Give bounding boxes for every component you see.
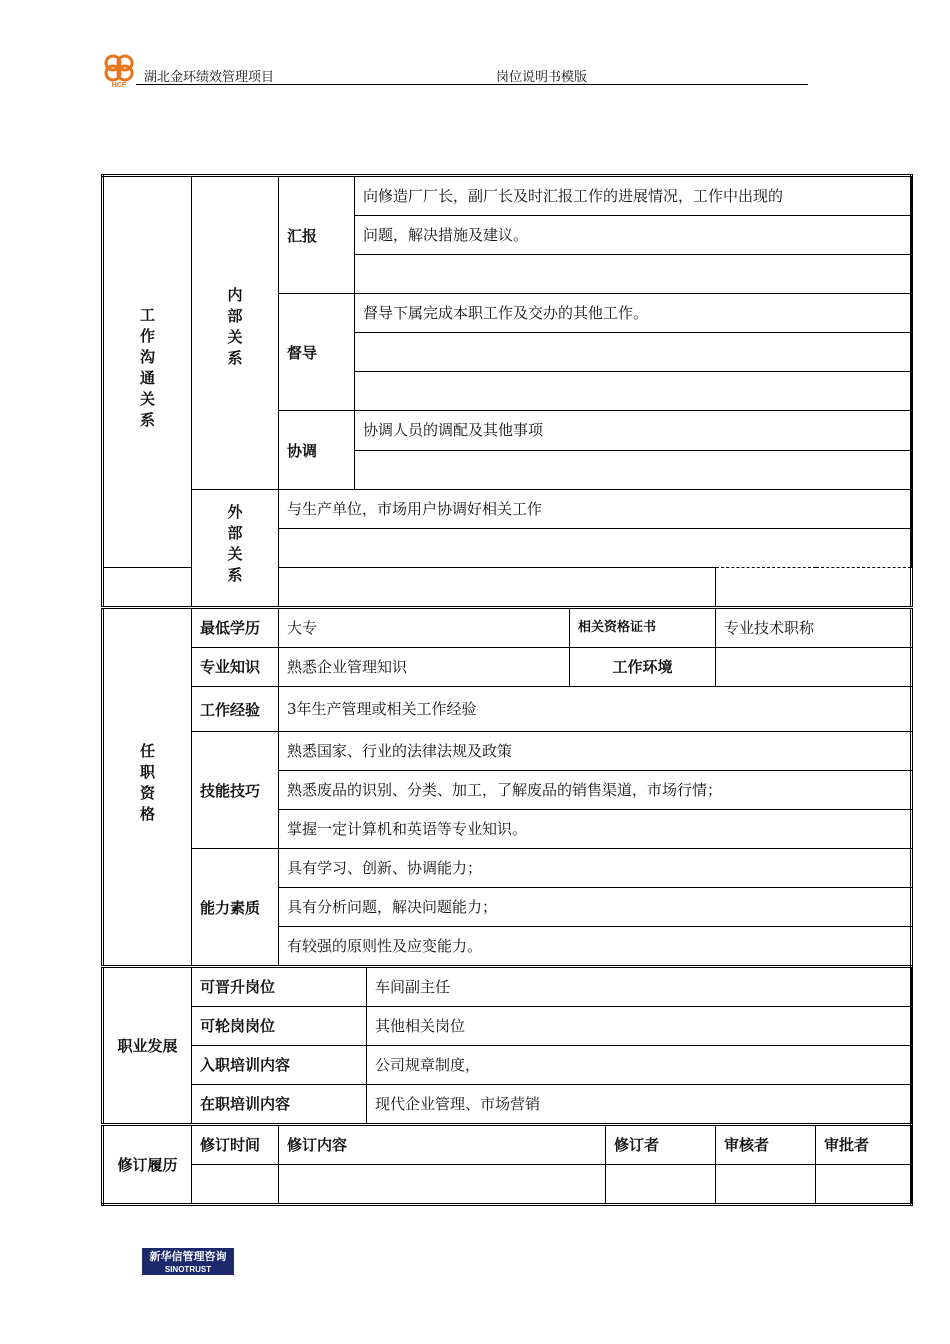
- revision-col-reviewer: 审核者: [716, 1125, 816, 1165]
- svg-text:新华信管理咨询: 新华信管理咨询: [149, 1250, 227, 1263]
- edu-value: 大专: [279, 608, 570, 648]
- skills-line-3: 掌握一定计算机和英语等专业知识。: [279, 810, 912, 849]
- report-line-2: 问题，解决措施及建议。: [355, 216, 912, 255]
- career-row-label: 入职培训内容: [192, 1046, 367, 1085]
- comm-section-label: 工作沟通关系: [103, 176, 192, 568]
- skills-line-1: 熟悉国家、行业的法律法规及政策: [279, 732, 912, 771]
- career-row-label: 在职培训内容: [192, 1085, 367, 1125]
- report-line-1: 向修造厂厂长，副厂长及时汇报工作的进展情况，工作中出现的: [355, 176, 912, 216]
- skills-line-2: 熟悉废品的识别、分类、加工，了解废品的销售渠道，市场行情；: [279, 771, 912, 810]
- supervise-label: 督导: [279, 294, 355, 411]
- skills-label: 技能技巧: [192, 732, 279, 849]
- sinotrust-logo: [142, 1248, 234, 1275]
- revision-cell[interactable]: [816, 1165, 912, 1205]
- career-row-value: 公司规章制度，: [367, 1046, 912, 1085]
- career-row-value: 车间副主任: [367, 967, 912, 1007]
- career-row-value: 现代企业管理、市场营销: [367, 1085, 912, 1125]
- header-rule: [136, 84, 808, 85]
- career-row-label: 可轮岗岗位: [192, 1007, 367, 1046]
- env-value: [716, 648, 912, 687]
- revision-col-time: 修订时间: [192, 1125, 279, 1165]
- external-relations-label: 外部关系: [192, 490, 279, 608]
- ability-line-1: 具有学习、创新、协调能力；: [279, 849, 912, 888]
- ability-line-3: 有较强的原则性及应变能力。: [279, 927, 912, 967]
- career-row-label: 可晋升岗位: [192, 967, 367, 1007]
- header-doc-title: 岗位说明书模版: [496, 70, 588, 85]
- coordinate-line-2: [355, 450, 912, 490]
- svg-text:HCF: HCF: [111, 82, 127, 88]
- ability-line-2: 具有分析问题，解决问题能力；: [279, 888, 912, 927]
- page-header: [100, 54, 808, 88]
- env-label: 工作环境: [570, 648, 716, 687]
- hcf-logo: [100, 54, 140, 88]
- supervise-line-3: [355, 372, 912, 411]
- edu-label: 最低学历: [192, 608, 279, 648]
- revision-col-approver: 审批者: [816, 1125, 912, 1165]
- report-line-3: [355, 255, 912, 294]
- report-label: 汇报: [279, 176, 355, 294]
- revision-cell[interactable]: [192, 1165, 279, 1205]
- career-section-label: 职业发展: [103, 967, 192, 1125]
- revision-cell[interactable]: [716, 1165, 816, 1205]
- coordinate-line-1: 协调人员的调配及其他事项: [355, 411, 912, 451]
- ability-label: 能力素质: [192, 849, 279, 967]
- experience-label: 工作经验: [192, 687, 279, 732]
- cert-label: 相关资格证书: [570, 608, 716, 648]
- internal-relations-label: 内部关系: [192, 176, 279, 490]
- external-line-3: [103, 568, 716, 608]
- knowledge-label: 专业知识: [192, 648, 279, 687]
- revision-col-content: 修订内容: [279, 1125, 606, 1165]
- external-line-1: 与生产单位，市场用户协调好相关工作: [279, 490, 912, 529]
- coordinate-label: 协调: [279, 411, 355, 490]
- cert-value: 专业技术职称: [716, 608, 912, 648]
- experience-value: 3年生产管理或相关工作经验: [279, 687, 912, 732]
- svg-text:SINOTRUST: SINOTRUST: [164, 1265, 212, 1274]
- knowledge-value: 熟悉企业管理知识: [279, 648, 570, 687]
- supervise-line-1: 督导下属完成本职工作及交办的其他工作。: [355, 294, 912, 333]
- qual-section-label: 任职资格: [103, 608, 192, 967]
- revision-cell[interactable]: [279, 1165, 606, 1205]
- header-project-title: 湖北金环绩效管理项目: [144, 70, 275, 85]
- external-line-2: [279, 529, 912, 568]
- supervise-line-2: [355, 333, 912, 372]
- job-description-table: [101, 174, 913, 1206]
- career-row-value: 其他相关岗位: [367, 1007, 912, 1046]
- revision-cell[interactable]: [606, 1165, 716, 1205]
- revision-section-label: 修订履历: [103, 1125, 192, 1205]
- revision-col-reviser: 修订者: [606, 1125, 716, 1165]
